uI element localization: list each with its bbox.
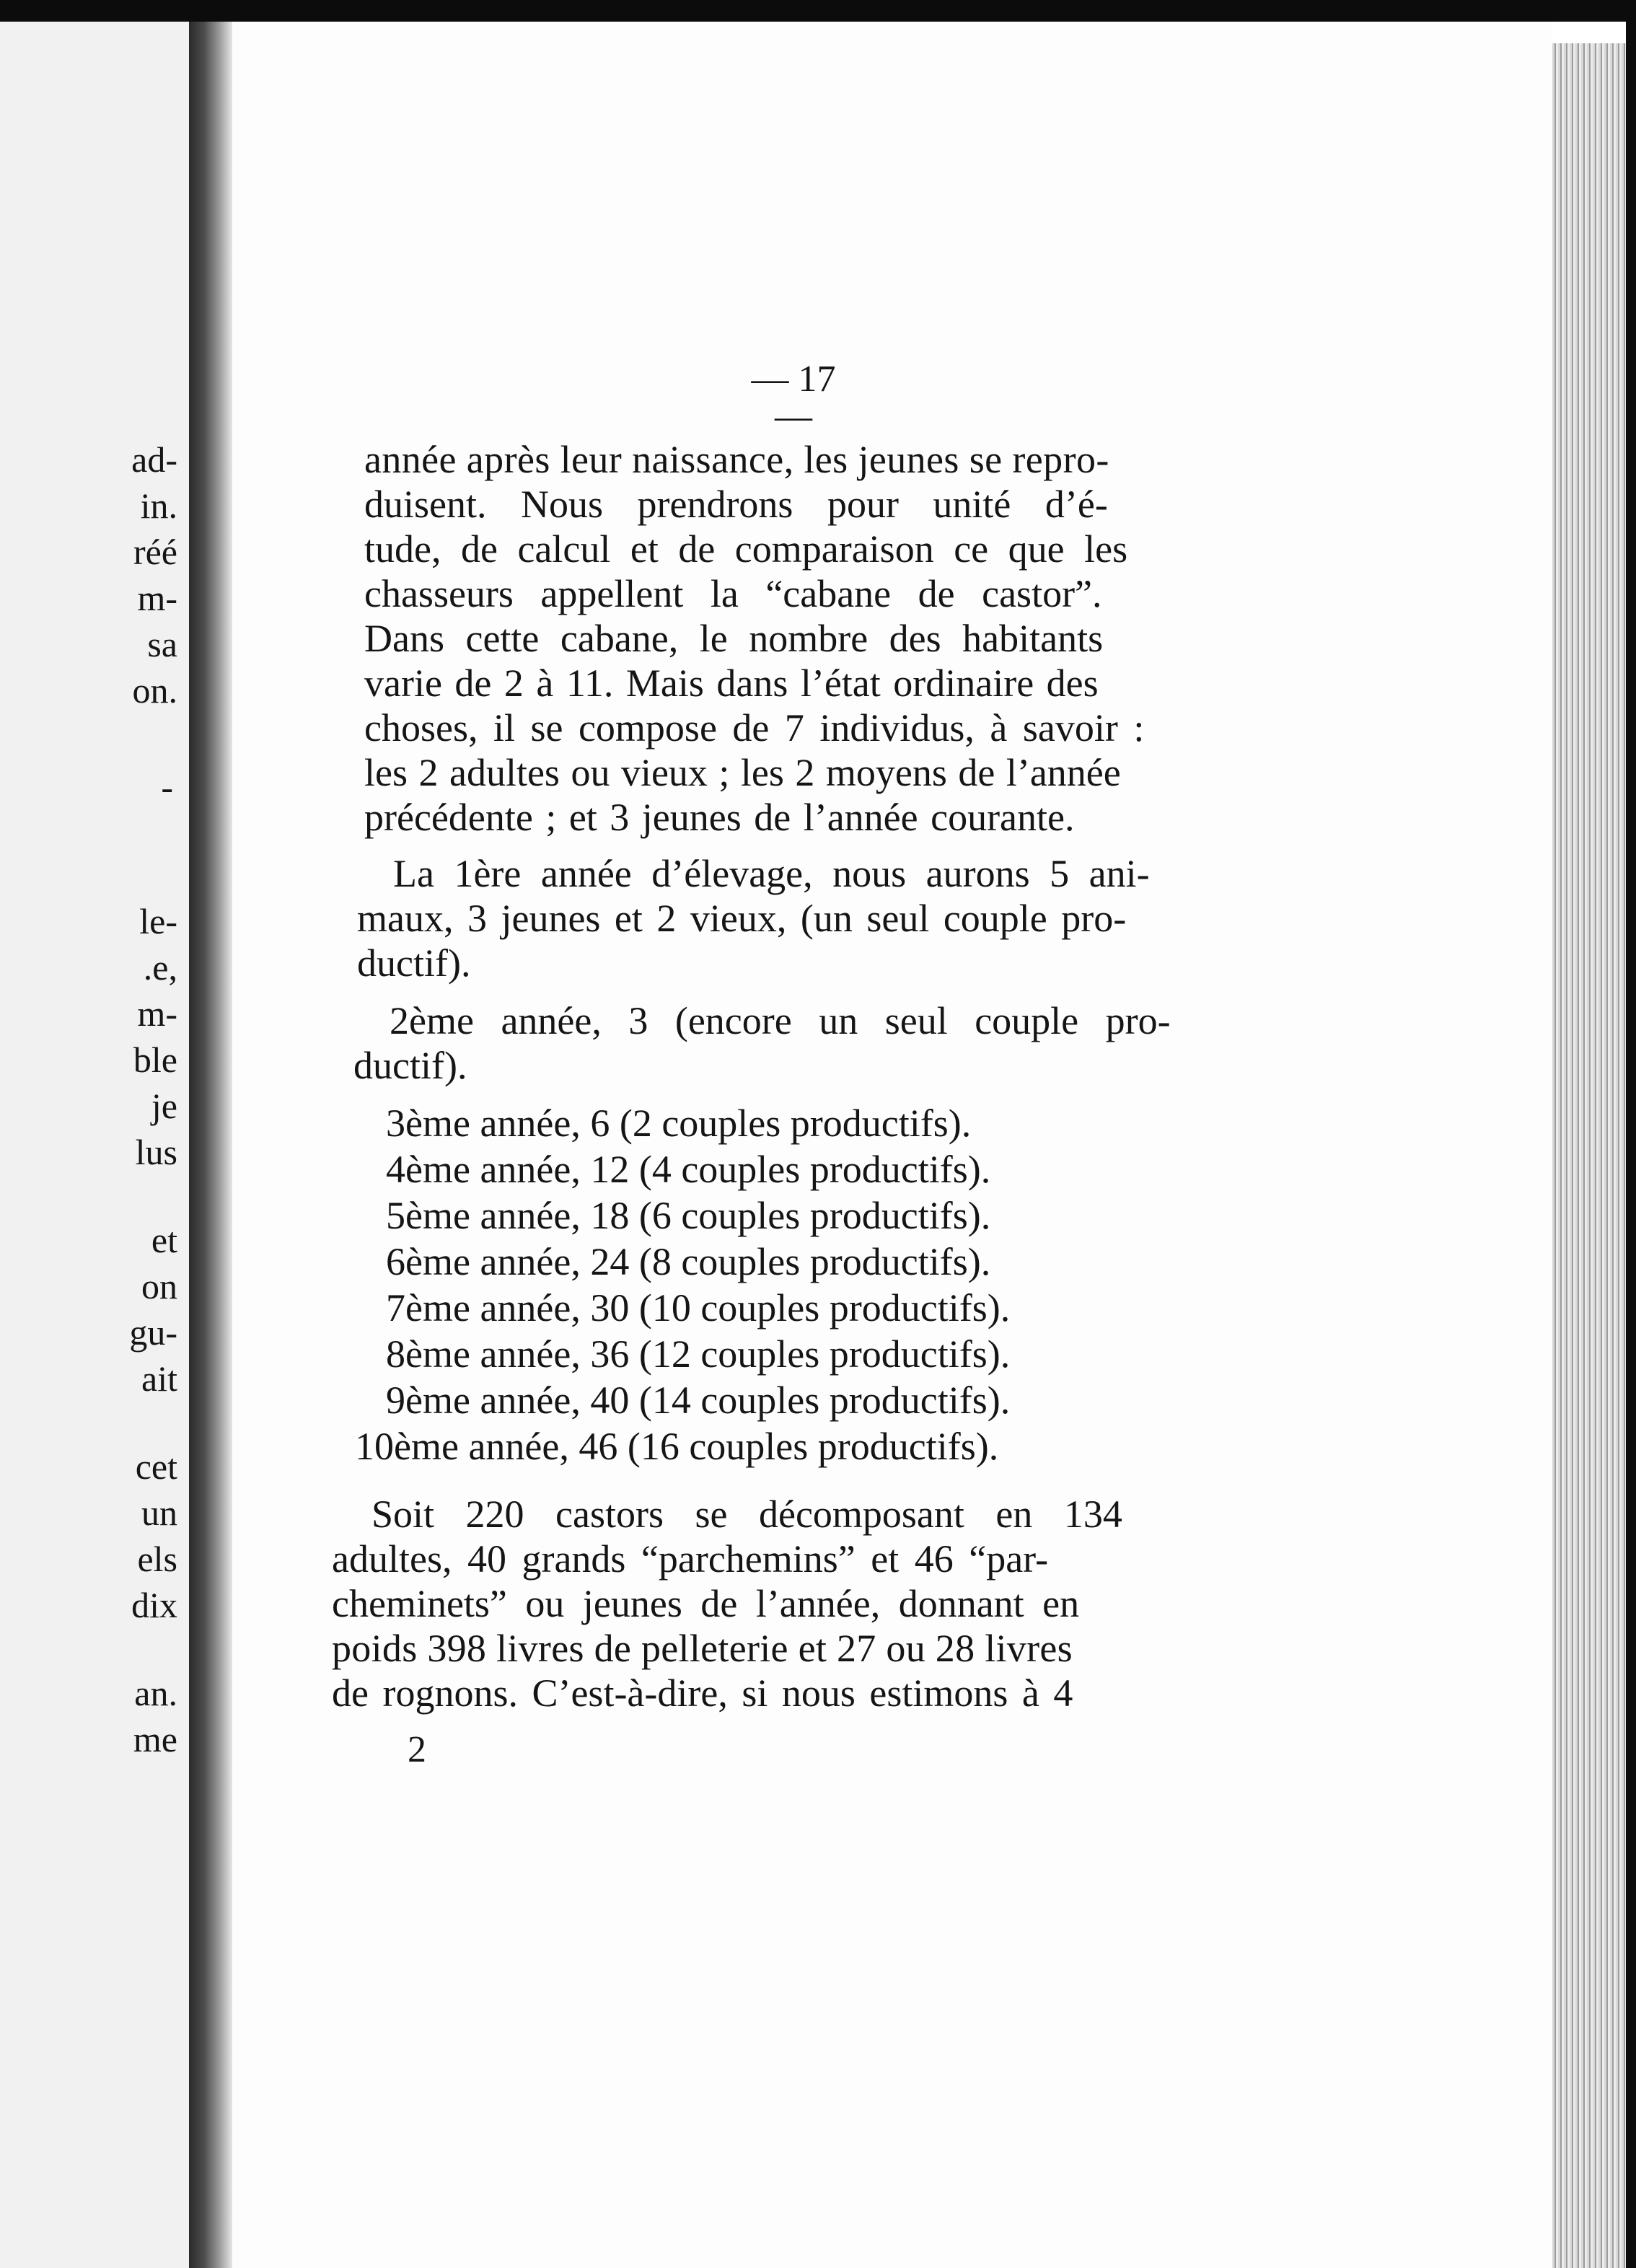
left-fragment: et: [151, 1220, 177, 1260]
body-line: les 2 adultes ou vieux ; les 2 moyens de l’année: [364, 751, 1121, 794]
left-fragment: me: [133, 1719, 177, 1759]
left-fragment: m-: [137, 578, 177, 618]
left-fragment: ble: [133, 1040, 177, 1080]
body-line: cheminets” ou jeunes de l’année, donnant en: [332, 1582, 1080, 1625]
page-stack-edge: [1552, 43, 1626, 2268]
left-fragment: ait: [141, 1358, 177, 1399]
body-line: choses, il se compose de 7 individus, à savoir :: [364, 706, 1145, 750]
body-line: poids 398 livres de pelleterie et 27 ou 28 livres: [332, 1627, 1073, 1670]
left-fragment: cet: [135, 1446, 177, 1487]
left-fragment: le-: [139, 901, 177, 941]
body-line: ductif).: [353, 1044, 467, 1087]
page-number: — 17 —: [751, 359, 836, 437]
scan-top-border: [0, 0, 1636, 22]
left-fragment: je: [151, 1086, 177, 1126]
book-gutter: [189, 22, 232, 2268]
body-line: 7ème année, 30 (10 couples productifs).: [386, 1286, 1011, 1329]
body-line: 10ème année, 46 (16 couples productifs).: [355, 1425, 999, 1468]
body-line: 6ème année, 24 (8 couples productifs).: [386, 1240, 991, 1283]
body-line: La 1ère année d’élevage, nous aurons 5 ani-: [393, 852, 1150, 895]
body-line: 4ème année, 12 (4 couples productifs).: [386, 1148, 991, 1191]
body-line: Soit 220 castors se décomposant en 134: [371, 1493, 1122, 1536]
body-line: Dans cette cabane, le nombre des habitants: [364, 617, 1104, 660]
body-line: ductif).: [357, 941, 471, 985]
left-fragment: an.: [134, 1673, 177, 1713]
left-fragment: sa: [147, 624, 177, 664]
body-line: de rognons. C’est-à-dire, si nous estimons à 4: [332, 1671, 1073, 1715]
body-line: 2ème année, 3 (encore un seul couple pro-: [390, 999, 1171, 1042]
body-line: année après leur naissance, les jeunes se repro-: [364, 438, 1109, 481]
body-line: 3ème année, 6 (2 couples productifs).: [386, 1102, 972, 1145]
facing-page-left: [0, 22, 189, 2268]
body-line: varie de 2 à 11. Mais dans l’état ordinaire des: [364, 662, 1099, 705]
body-line: duisent. Nous prendrons pour unité d’é-: [364, 483, 1108, 526]
body-line: 5ème année, 18 (6 couples productifs).: [386, 1194, 991, 1237]
left-fragment: réé: [133, 532, 177, 572]
left-fragment: lus: [135, 1132, 177, 1172]
left-fragment: on.: [132, 670, 177, 711]
body-line: 9ème année, 40 (14 couples productifs).: [386, 1379, 1011, 1422]
left-fragment: dix: [131, 1585, 177, 1625]
left-fragment: in.: [140, 485, 177, 526]
left-fragment: gu-: [129, 1312, 177, 1353]
left-fragment: un: [141, 1493, 177, 1533]
left-fragment: .e,: [143, 947, 177, 988]
body-line: adultes, 40 grands “parchemins” et 46 “par-: [332, 1537, 1049, 1581]
main-page: [232, 22, 1552, 2268]
body-line: maux, 3 jeunes et 2 vieux, (un seul couple pro-: [357, 897, 1127, 940]
body-line: tude, de calcul et de comparaison ce que les: [364, 527, 1128, 571]
scan-right-border: [1626, 0, 1636, 2268]
body-line: chasseurs appellent la “cabane de castor”.: [364, 572, 1102, 615]
signature-mark: 2: [408, 1729, 426, 1770]
left-fragment: on: [141, 1266, 177, 1306]
left-fragment: m-: [137, 993, 177, 1034]
body-line: 8ème année, 36 (12 couples productifs).: [386, 1332, 1011, 1376]
body-line: précédente ; et 3 jeunes de l’année courante.: [364, 796, 1075, 839]
left-fragment: -: [161, 767, 173, 807]
left-fragment: ad-: [131, 439, 177, 480]
left-fragment: els: [137, 1539, 177, 1579]
